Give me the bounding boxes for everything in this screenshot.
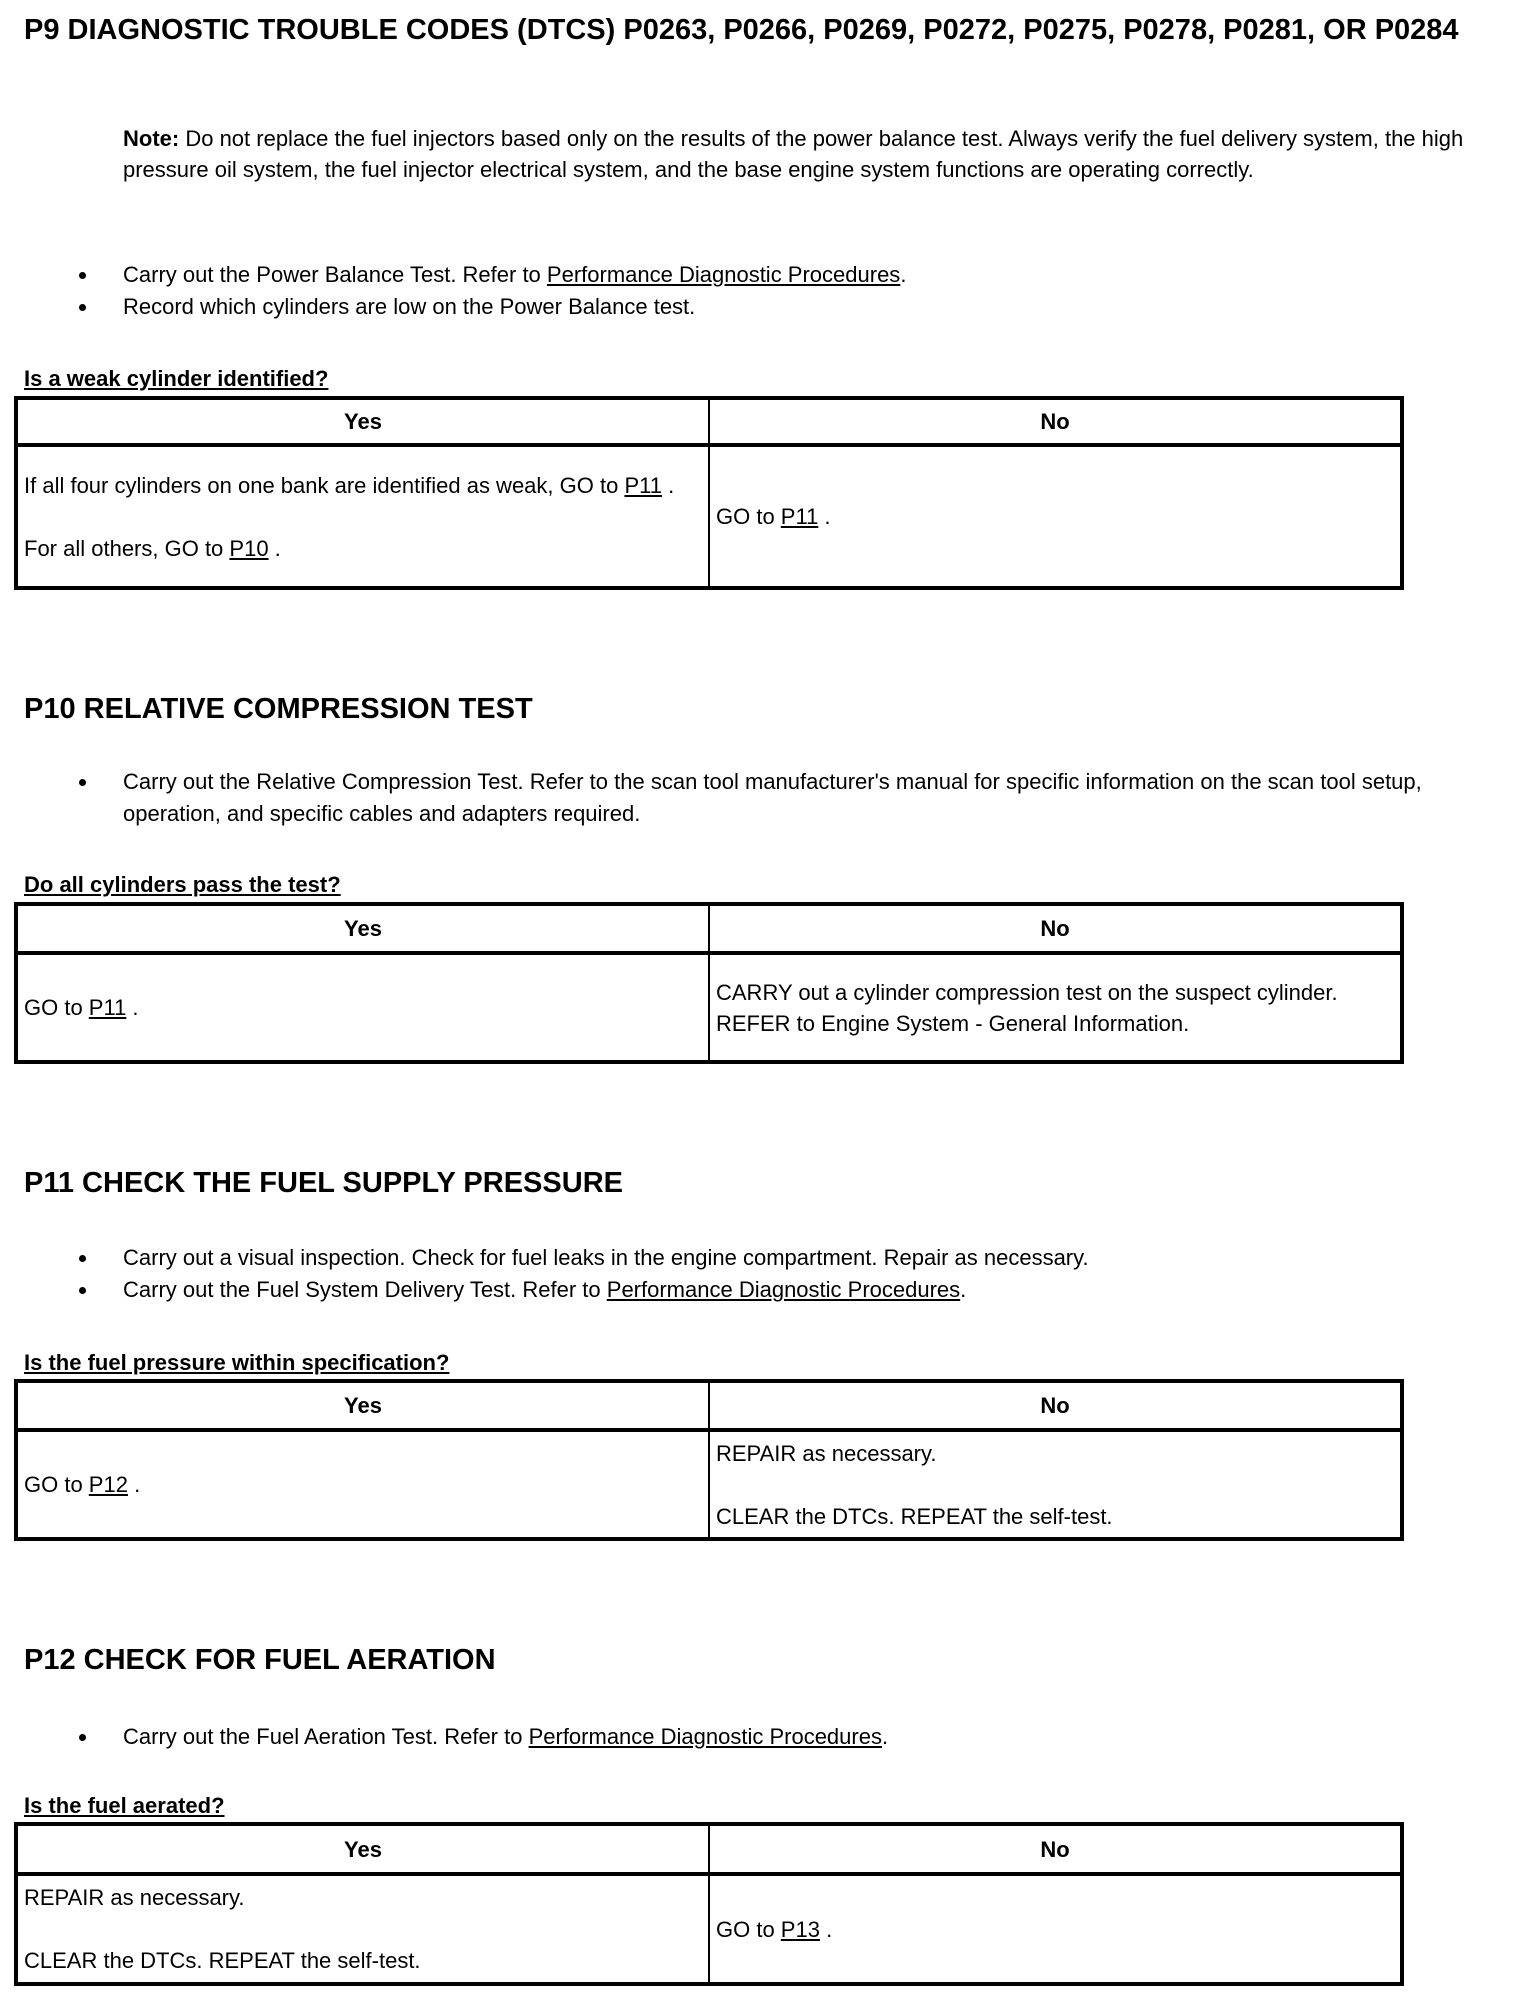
no-header: No: [709, 1381, 1402, 1430]
note-text: Do not replace the fuel injectors based only on the results of the power balance test. Always verify the fuel delivery system, the high pressure oil system, the fuel injector electrical system, and the base engine system functions are operating correctly.: [123, 126, 1464, 182]
p12-question: Is the fuel aerated?: [24, 1793, 225, 1818]
cell-text: GO to: [24, 995, 89, 1020]
yes-header: Yes: [16, 398, 709, 445]
cell-text: If all four cylinders on one bank are identified as weak, GO to: [24, 472, 625, 498]
step-text: Carry out the Fuel Aeration Test. Refer to: [123, 1724, 529, 1749]
p12-heading: P12 CHECK FOR FUEL AERATION: [24, 1644, 496, 1676]
list-item: Record which cylinders are low on the Power Balance test.: [79, 291, 1509, 323]
no-header: No: [709, 1824, 1402, 1874]
p10-heading: P10 RELATIVE COMPRESSION TEST: [24, 693, 533, 725]
yes-cell: [16, 1874, 709, 1984]
yes-header: Yes: [16, 904, 709, 953]
step-text: Carry out the Power Balance Test. Refer to: [123, 262, 547, 287]
p11-decision-table: [14, 1379, 1404, 1541]
p9-steps: [79, 259, 1509, 323]
p9-note: [123, 123, 1493, 185]
performance-procedures-link[interactable]: Performance Diagnostic Procedures: [528, 1724, 882, 1749]
p12-steps: [79, 1721, 1509, 1753]
yes-header: Yes: [16, 1824, 709, 1874]
note-label: Note:: [123, 126, 180, 151]
no-cell: [709, 1430, 1402, 1539]
cell-text: CLEAR the DTCs. REPEAT the self-test.: [24, 1948, 421, 1973]
yes-cell: GO to P11 .: [16, 953, 709, 1062]
cell-text: CLEAR the DTCs. REPEAT the self-test.: [716, 1503, 1113, 1529]
p10-link[interactable]: P10: [229, 535, 269, 561]
p10-question: Do all cylinders pass the test?: [24, 872, 341, 897]
step-end: .: [960, 1277, 967, 1302]
performance-procedures-link[interactable]: Performance Diagnostic Procedures: [546, 262, 901, 287]
no-cell: GO to P13 .: [709, 1874, 1402, 1984]
step-end: .: [881, 1724, 889, 1749]
list-item: [79, 1721, 1509, 1753]
no-header: No: [709, 398, 1402, 445]
cell-text: For all others, GO to: [24, 535, 230, 561]
list-item: Carry out a visual inspection. Check for fuel leaks in the engine compartment. Repair as necessary.: [79, 1242, 1509, 1274]
p12-decision-table: [14, 1822, 1404, 1986]
list-item: [79, 259, 1509, 291]
list-item: Carry out the Relative Compression Test. Refer to the scan tool manufacturer's manual for specific information on the scan tool setup, operation, and specific cables and adapters required.: [79, 766, 1509, 830]
p12-link[interactable]: P12: [88, 1472, 128, 1497]
cell-text: REPAIR as necessary.: [24, 1885, 245, 1910]
cell-text: GO to: [24, 1472, 89, 1497]
p11-question: Is the fuel pressure within specification?: [24, 1350, 450, 1375]
step-end: .: [900, 262, 907, 287]
cell-text: GO to: [716, 1916, 781, 1942]
p9-decision-table: [14, 396, 1404, 590]
p11-heading: P11 CHECK THE FUEL SUPPLY PRESSURE: [24, 1167, 623, 1199]
list-item: [79, 1274, 1509, 1306]
p11-link[interactable]: P11: [624, 472, 662, 498]
yes-cell: If all four cylinders on one bank are identified as weak, GO to P11 . For all others, GO to P10 .: [16, 445, 709, 588]
p13-link[interactable]: P13: [780, 1916, 820, 1942]
yes-cell: GO to P12 .: [16, 1430, 709, 1539]
yes-header: Yes: [16, 1381, 709, 1430]
p11-link[interactable]: P11: [88, 995, 127, 1020]
no-header: No: [709, 904, 1402, 953]
p11-steps: [79, 1242, 1509, 1306]
p10-decision-table: [14, 902, 1404, 1064]
step-text: Carry out the Fuel System Delivery Test. Refer to: [123, 1277, 607, 1302]
performance-procedures-link[interactable]: Performance Diagnostic Procedures: [606, 1277, 961, 1302]
no-cell: GO to P11 .: [709, 445, 1402, 588]
cell-text: REPAIR as necessary.: [716, 1440, 937, 1466]
cell-text: GO to: [716, 504, 781, 529]
p9-heading: P9 DIAGNOSTIC TROUBLE CODES (DTCS) P0263, P0266, P0269, P0272, P0275, P0278, P0281, OR P0284: [24, 14, 1459, 46]
p10-steps: [79, 766, 1509, 830]
p9-question: Is a weak cylinder identified?: [24, 366, 329, 391]
no-cell: CARRY out a cylinder compression test on the suspect cylinder. REFER to Engine System - General Information.: [709, 953, 1402, 1062]
p11-link[interactable]: P11: [780, 504, 819, 529]
